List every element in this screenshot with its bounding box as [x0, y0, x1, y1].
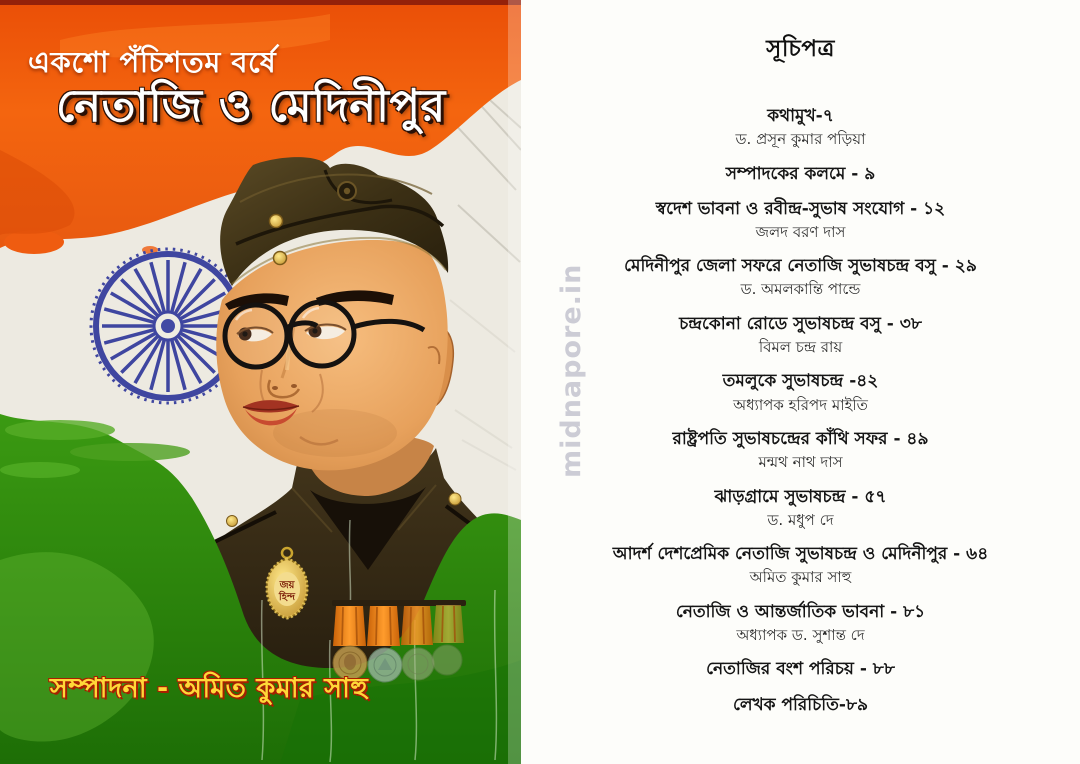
toc-entry-author: মন্মথ নাথ দাস [758, 453, 843, 472]
toc-entry-title: নেতাজির বংশ পরিচয় - ৮৮ [706, 659, 895, 680]
toc-page [521, 0, 1080, 764]
toc-entry-title: সম্পাদকের কলমে - ৯ [725, 163, 876, 184]
toc-entry [604, 255, 997, 300]
cap-button [270, 215, 283, 228]
toc-entry [706, 163, 896, 185]
cover-editor-line: সম্পাদনা - অমিত কুমার সাহু [50, 673, 369, 704]
toc-entry [703, 370, 899, 415]
toc-entry-author: ড. মধুপ দে [767, 510, 834, 529]
toc-entry-author: জলদ বরণ দাস [755, 222, 846, 241]
toc-heading: সূচিপত্র [766, 36, 835, 62]
toc-entry-title: চন্দ্রকোনা রোডে সুভাষচন্দ্র বসু - ৩৮ [679, 313, 922, 334]
toc-entry [695, 486, 907, 531]
toc-entry-author: বিমল চন্দ্র রায় [758, 337, 843, 356]
cover-title-line1: একশো পঁচিশতম বর্ষে [28, 45, 277, 79]
toc-entry-title: মেদিনীপুর জেলা সফরে নেতাজি সুভাষচন্দ্র বসু - ২৯ [624, 256, 977, 277]
badge-text-line1: জয় [279, 580, 295, 591]
toc-entry-author: অমিত কুমার সাহু [749, 568, 852, 587]
cover-title-line2: নেতাজি ও মেদিনীপুর [56, 79, 446, 132]
toc-entry-author: অধ্যাপক হরিপদ মাইতি [733, 395, 868, 414]
toc-entry-title: লেখক পরিচিতি-৮৯ [732, 694, 869, 715]
toc-entry-title: তমলুকে সুভাষচন্দ্র -৪২ [722, 371, 879, 392]
toc-entry [656, 601, 945, 646]
toc-entry [659, 313, 942, 358]
toc-entry [653, 428, 949, 473]
toc-entry-title: আদর্শ দেশপ্রেমিক নেতাজি সুভাষচন্দ্র ও মেদিনীপুর - ৬৪ [612, 544, 989, 565]
cap-button [274, 252, 287, 265]
epaulette-button [227, 516, 238, 527]
toc-entry-title: কথামুখ-৭ [767, 106, 834, 126]
book-cover [0, 0, 521, 764]
toc-entry [686, 658, 915, 680]
toc-entry-author: ড. প্রসূন কুমার পড়িয়া [735, 130, 866, 149]
badge-text-line2: হিন্দ [278, 592, 296, 603]
toc-entry [593, 543, 1008, 588]
toc-entry-title: স্বদেশ ভাবনা ও রবীন্দ্র-সুভাষ সংযোগ - ১২ [655, 198, 946, 219]
toc-entry-author: অধ্যাপক ড. সুশান্ত দে [736, 625, 865, 644]
page-edge-highlight [508, 0, 521, 764]
toc-entry [716, 105, 886, 150]
toc-entry [713, 694, 888, 716]
toc-entry [636, 198, 965, 243]
toc-entry-author: ড. অমলকান্তি পান্ডে [740, 280, 861, 299]
toc-entry-title: ঝাড়গ্রামে সুভাষচন্দ্র - ৫৭ [714, 486, 887, 507]
toc-entry-title: রাষ্ট্রপতি সুভাষচন্দ্রের কাঁথি সফর - ৪৯ [672, 429, 929, 450]
toc-list [521, 105, 1080, 716]
collar-star-badge [449, 493, 461, 505]
watermark-text: midnapore.in [556, 263, 587, 478]
toc-entry-title: নেতাজি ও আন্তর্জাতিক ভাবনা - ৮১ [675, 601, 926, 622]
